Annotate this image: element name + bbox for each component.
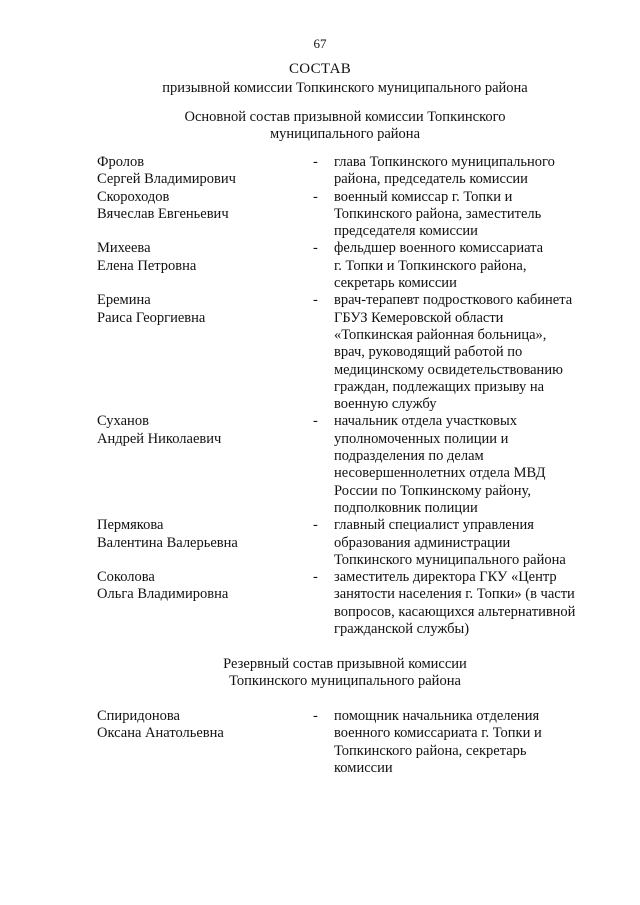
member-role-line: фельдшер военного комиссариата (334, 240, 544, 257)
member-name-line: Вячеслав Евгеньевич (97, 205, 229, 222)
member-name-line: Сергей Владимирович (97, 171, 236, 188)
member-name-line: Соколова (97, 569, 155, 586)
member-name (97, 240, 297, 275)
member-role-line: граждан, подлежащих призыву на (334, 378, 545, 395)
member-role (334, 240, 594, 292)
member-dash: - (313, 292, 318, 309)
member-role-line: подполковник полиции (334, 499, 478, 516)
member-role-line: Топкинского района, заместитель (334, 205, 542, 222)
member-role-line: Топкинского района, секретарь (334, 742, 527, 759)
member-entry (0, 292, 640, 413)
member-name (97, 154, 297, 189)
member-role-line: медицинскому освидетельствованию (334, 361, 563, 378)
reserve-members-list (0, 708, 640, 777)
member-name (97, 517, 297, 552)
member-role-line: России по Топкинскому району, (334, 482, 531, 499)
member-role-line: врач, руководящий работой по (334, 344, 523, 361)
member-role-line: главный специалист управления (334, 517, 534, 534)
member-entry (0, 413, 640, 517)
member-name (97, 569, 297, 604)
member-role-line: образования администрации (334, 534, 511, 551)
member-role-line: «Топкинская районная больница», (334, 326, 547, 343)
member-role-line: ГБУЗ Кемеровской области (334, 309, 504, 326)
reserve-composition-heading (0, 656, 640, 690)
member-name (97, 189, 297, 224)
member-name-line: Валентина Валерьевна (97, 534, 238, 551)
member-dash: - (313, 517, 318, 534)
member-role-line: заместитель директора ГКУ «Центр (334, 569, 557, 586)
member-role (334, 708, 594, 777)
member-role-line: председателя комиссии (334, 223, 478, 240)
member-name-line: Скороходов (97, 188, 170, 205)
member-name-line: Суханов (97, 413, 149, 430)
member-role-line: подразделения по делам (334, 448, 484, 465)
member-name (97, 708, 297, 743)
member-role (334, 569, 594, 638)
member-entry (0, 154, 640, 189)
page-number: 67 (313, 36, 327, 51)
member-entry (0, 517, 640, 569)
member-role-line: комиссии (334, 759, 393, 776)
member-name-line: Пермякова (97, 517, 164, 534)
member-dash: - (313, 240, 318, 257)
member-role-line: помощник начальника отделения (334, 708, 540, 724)
heading-line: Резервный состав призывной комиссии (223, 656, 467, 672)
member-name (97, 413, 297, 448)
member-role-line: вопросов, касающихся альтернативной (334, 603, 576, 620)
member-role-line: военного комиссариата г. Топки и (334, 725, 542, 742)
document-subtitle: призывной комиссии Топкинского муниципального района (162, 80, 528, 96)
member-role (334, 292, 594, 413)
member-dash: - (313, 708, 318, 724)
member-name-line: Ольга Владимировна (97, 586, 229, 603)
member-entry (0, 240, 640, 292)
heading-line: Основной состав призывной комиссии Топкинского (184, 109, 506, 125)
document-title: СОСТАВ (288, 61, 352, 77)
main-composition-heading (0, 109, 640, 143)
member-entry (0, 708, 640, 777)
main-members-list (0, 154, 640, 638)
member-name (97, 292, 297, 327)
member-name-line: Фролов (97, 154, 145, 170)
member-role-line: г. Топки и Топкинского района, (334, 257, 527, 274)
member-role-line: занятости населения г. Топки» (в части (334, 586, 575, 603)
member-name-line: Михеева (97, 240, 151, 257)
member-name-line: Елена Петровна (97, 257, 197, 274)
heading-line: муниципального района (270, 126, 420, 142)
member-role-line: района, председатель комиссии (334, 171, 528, 188)
member-name-line: Еремина (97, 292, 151, 309)
member-name-line: Раиса Георгиевна (97, 309, 206, 326)
member-entry (0, 189, 640, 241)
member-name-line: Оксана Анатольевна (97, 725, 224, 742)
member-name-line: Спиридонова (97, 708, 180, 724)
member-dash: - (313, 569, 318, 586)
member-dash: - (313, 154, 318, 170)
member-entry (0, 569, 640, 638)
member-role-line: секретарь комиссии (334, 275, 457, 292)
member-role-line: военную службу (334, 396, 437, 413)
member-role-line: уполномоченных полиции и (334, 430, 509, 447)
member-role-line: врач-терапевт подросткового кабинета (334, 292, 573, 309)
member-role (334, 154, 594, 189)
member-role (334, 189, 594, 241)
member-role-line: гражданской службы) (334, 621, 470, 638)
member-role-line: военный комиссар г. Топки и (334, 188, 513, 205)
member-name-line: Андрей Николаевич (97, 430, 222, 447)
member-dash: - (313, 413, 318, 430)
member-role-line: глава Топкинского муниципального (334, 154, 555, 170)
member-role-line: несовершеннолетних отдела МВД (334, 465, 546, 482)
member-role (334, 413, 594, 517)
member-dash: - (313, 188, 318, 205)
member-role-line: Топкинского муниципального района (334, 551, 566, 568)
member-role-line: начальник отдела участковых (334, 413, 517, 430)
member-role (334, 517, 594, 569)
heading-line: Топкинского муниципального района (229, 673, 461, 689)
